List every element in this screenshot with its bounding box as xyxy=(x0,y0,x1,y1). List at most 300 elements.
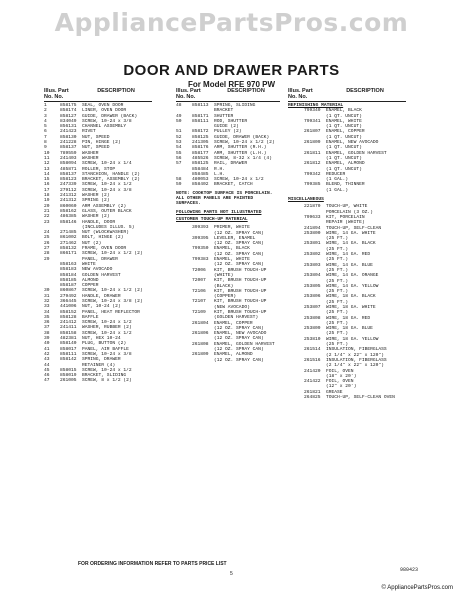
part-description: ENAMEL, GOLDEN HARVEST xyxy=(214,341,275,347)
illus-number: 28 xyxy=(44,251,50,257)
part-description: NUT (WLOCKWASHER) xyxy=(82,230,129,236)
part-number: 858402 xyxy=(192,182,209,188)
part-description: LINER, OVEN DOOR xyxy=(82,108,127,114)
illus-number: 51 xyxy=(176,129,182,135)
illus-number: 25 xyxy=(44,235,50,241)
illus-number: 5 xyxy=(44,124,47,130)
part-number: 858125 xyxy=(192,134,209,140)
part-number: 858185 xyxy=(60,277,77,283)
part-description: PIN, HINGE (2) xyxy=(82,140,121,146)
part-number: 858152 xyxy=(60,309,77,315)
part-number: 858123 xyxy=(60,177,77,183)
part-description: (25 FT.) xyxy=(326,289,349,295)
part-number: 399393 xyxy=(192,225,209,231)
part-number: 261809 xyxy=(192,352,209,358)
part-number: 261811 xyxy=(304,150,321,156)
part-description: WIRE, 14 GA. WHITE xyxy=(326,230,376,236)
part-description: INSULATION, FIBERGLASS xyxy=(326,347,387,353)
part-number: 253802 xyxy=(304,252,321,258)
part-description: SCREW, 10-24 x 3/8 xyxy=(82,351,132,357)
part-description: (GOLDEN HARVEST) xyxy=(214,315,259,321)
part-description: ENAMEL, COPPER xyxy=(326,129,365,135)
part-description: KIT, BRUSH TOUCH-UP xyxy=(214,267,267,273)
part-description: WASHER, RUBBER (2) xyxy=(82,325,132,331)
part-description: GUIDE, DRAWER (BACK) xyxy=(82,113,138,119)
part-description: REPAIR (WHITE) xyxy=(326,220,365,226)
part-number: 261821 xyxy=(304,389,321,395)
part-description: SCREW, 10-24 x 1/2 (2) xyxy=(214,140,275,146)
illus-number: 52 xyxy=(176,134,182,140)
part-description: KIT, BRUSH TOUCH-UP xyxy=(214,288,267,294)
part-description: CHANNEL ASSEMBLY xyxy=(82,124,127,130)
part-description: PANEL, AIR BAFFLE xyxy=(82,346,129,352)
header-no: No. No. xyxy=(44,94,64,100)
illus-number: 6 xyxy=(44,129,47,135)
part-description: BRACKET, SLIDING xyxy=(82,373,127,379)
part-description: WASHER xyxy=(82,150,99,156)
header-ill: Illus. Part xyxy=(288,88,313,94)
part-description: SCREW, 10-24 x 3/8 xyxy=(82,118,132,124)
part-number: 279112 xyxy=(60,187,77,193)
part-number: 486385 xyxy=(60,214,77,220)
column-header xyxy=(44,88,152,100)
part-description: WIRE, 18 GA. BLUE xyxy=(326,326,373,332)
part-description: SCREW, 10-24 x 1/4 xyxy=(82,161,132,167)
part-description: ALMOND xyxy=(82,277,99,283)
part-description: (25 FT.) xyxy=(326,236,349,242)
part-description: GOLDEN HARVEST xyxy=(82,272,121,278)
part-description: (25 FT.) xyxy=(326,299,349,305)
part-description: GUIDE, DRAWER (BACK) xyxy=(214,134,270,140)
part-description: SCREW, 10-24 x 1/2 xyxy=(82,320,132,326)
part-description: (1 GAL.) xyxy=(326,187,349,193)
part-number: 858017 xyxy=(60,346,77,352)
part-number: 860060 xyxy=(60,203,77,209)
section-not-illustrated: FOLLOWING PARTS NOT ILLUSTRATED xyxy=(176,209,262,215)
part-row xyxy=(288,395,406,400)
part-description: SCREW, 8-32 x 1/4 (4) xyxy=(214,155,272,161)
part-number: 866171 xyxy=(60,251,77,257)
part-number: 261804 xyxy=(192,320,209,326)
part-number: 858174 xyxy=(60,108,77,114)
part-description: (1 QT. UNCUT) xyxy=(326,145,362,151)
part-number: 799342 xyxy=(304,171,321,177)
part-row xyxy=(176,182,280,187)
part-number: 441006 xyxy=(60,304,77,310)
illus-number: 19 xyxy=(44,198,50,204)
part-description: (25 FT.) xyxy=(326,310,349,316)
part-number: 253806 xyxy=(304,294,321,300)
illus-number: 16 xyxy=(44,182,50,188)
part-number: 860867 xyxy=(60,288,77,294)
part-description: BLEND, THINNER xyxy=(326,182,365,188)
part-description: FOIL, OVEN xyxy=(326,368,354,374)
header-no: No. No. xyxy=(288,94,308,100)
part-description: BOLT, HINGE (2) xyxy=(82,235,124,241)
part-description: SCREW, 10-24 x 3/8 (2) xyxy=(82,298,143,304)
part-number: 858127 xyxy=(60,113,77,119)
part-description: (25 FT.) xyxy=(326,342,349,348)
part-description: SCREW, 10-24 x 1/2 xyxy=(82,182,132,188)
part-description: ROLLER, STOP xyxy=(82,166,116,172)
part-number: 799350 xyxy=(192,246,209,252)
part-number: 858130 xyxy=(60,134,77,140)
part-description: PORCELAIN (3 OZ.) xyxy=(326,209,373,215)
part-number: 271462 xyxy=(60,240,77,246)
part-description: (12" x 20') xyxy=(326,384,357,390)
part-description: TOUCH-UP, SELF-CLEAN xyxy=(326,225,382,231)
part-number: 253803 xyxy=(304,262,321,268)
part-number: 261807 xyxy=(304,129,321,135)
header-desc: DESCRIPTION xyxy=(346,88,384,94)
illus-number: 1 xyxy=(44,103,47,108)
part-description: (COPPER) xyxy=(214,294,237,300)
illus-number: 8 xyxy=(44,140,47,146)
part-number: 253809 xyxy=(304,326,321,332)
part-row xyxy=(44,378,152,383)
part-description: SPRING, SLIDING xyxy=(214,103,256,108)
illus-number: 40 xyxy=(44,341,50,347)
part-number: 72107 xyxy=(192,299,206,305)
part-description: HANDLE, DRAWER xyxy=(82,293,121,299)
part-description: ENAMEL, BLACK xyxy=(214,246,250,252)
part-number: 264825 xyxy=(304,395,321,401)
part-number: 799383 xyxy=(192,257,209,263)
watermark: AppliancePartsPros.com xyxy=(54,8,409,37)
part-number: 485526 xyxy=(192,155,209,161)
part-description: BAFFLE xyxy=(82,314,99,320)
document-code: 980423 xyxy=(400,567,419,573)
part-number: 789559 xyxy=(60,150,77,156)
illus-number: 59 xyxy=(176,182,182,188)
part-description: WIRE, 18 GA. YELLOW xyxy=(326,336,379,342)
part-description: PULLEY (2) xyxy=(214,129,242,135)
section-refinishing: REFINISHING MATERIAL xyxy=(288,103,344,108)
part-number: 482381 xyxy=(60,336,77,342)
part-description: BRACKET, ASSEMBLY (2) xyxy=(82,177,140,183)
part-description: GLASS, OUTER BLACK xyxy=(82,208,132,214)
part-description: GREASE xyxy=(326,389,343,395)
illus-number: 54 xyxy=(176,145,182,151)
part-description: SCREW, 10-24 x 1/2 xyxy=(82,330,132,336)
surface-note: NOTE: COOKTOP SURFACE IS PORCELAIN. ALL OTHER PANELS ARE PAINTED SURFACES. xyxy=(176,190,273,207)
part-description: WASHER (2) xyxy=(82,214,110,220)
illus-number: 35 xyxy=(44,314,50,320)
header-ill: Illus. Part xyxy=(176,88,201,94)
part-description: ARM, SHUTTER (L.H.) xyxy=(214,150,267,156)
part-description: WASHER xyxy=(82,155,99,161)
part-description: SCREW, 10-24 x 1/2 xyxy=(214,177,264,183)
part-number: 858137 xyxy=(60,145,77,151)
part-number: 858113 xyxy=(192,103,209,108)
illus-number: 33 xyxy=(44,304,50,310)
illus-number: 41 xyxy=(44,346,50,352)
illus-number: 21 xyxy=(44,208,50,214)
part-description: ENAMEL, COPPER xyxy=(214,320,253,326)
illus-number: 36 xyxy=(44,320,50,326)
part-description: (25 FT.) xyxy=(326,267,349,273)
part-number: 241312 xyxy=(60,198,77,204)
illus-number: 10 xyxy=(44,150,50,156)
illus-number: 9 xyxy=(44,145,47,151)
header-no: No. No. xyxy=(176,94,196,100)
illus-number: 30 xyxy=(44,288,50,294)
part-description: ROD, SHUTTER xyxy=(214,118,248,124)
part-number: 261514 xyxy=(304,347,321,353)
part-description: ENAMEL, WHITE xyxy=(326,118,362,124)
part-number: 858172 xyxy=(192,129,209,135)
part-number: 241423 xyxy=(60,129,77,135)
part-number: 261809 xyxy=(304,140,321,146)
part-number: 799385 xyxy=(304,182,321,188)
page-subtitle: For Model RFE 970 PW xyxy=(187,80,276,89)
illus-number: 31 xyxy=(44,293,50,299)
part-number: 858094 xyxy=(60,161,77,167)
part-number: 241228 xyxy=(60,140,77,146)
part-description: (12 OZ. SPRAY CAN) xyxy=(214,251,264,257)
part-description: WIRE, 14 GA. ORANGE xyxy=(326,273,379,279)
part-number: 858177 xyxy=(192,150,209,156)
illus-number: 57 xyxy=(176,161,182,167)
illus-number: 26 xyxy=(44,240,50,246)
part-description: KIT, BRUSH TOUCH-UP xyxy=(214,309,267,315)
part-number xyxy=(304,188,326,193)
part-description: KIT, BRUSH TOUCH-UP xyxy=(214,299,267,305)
part-description: COPPER xyxy=(82,283,99,289)
part-description: (BLACK) xyxy=(214,283,234,289)
parts-column-3 xyxy=(288,88,406,400)
part-description: ENAMEL, BLACK xyxy=(326,108,362,114)
illus-number xyxy=(288,395,304,400)
part-description: BRACKET xyxy=(214,108,234,114)
part-number: 858137 xyxy=(60,171,77,177)
illus-number: 58 xyxy=(176,177,182,183)
part-number: 858485 xyxy=(192,171,209,177)
part-number: 834049 xyxy=(60,118,77,124)
part-description: REDUCER xyxy=(326,171,346,177)
part-description: (25 FT.) xyxy=(326,257,349,263)
part-description: SCREW, 10-24 x 3/8 xyxy=(82,187,132,193)
header-desc: DESCRIPTION xyxy=(227,88,265,94)
illus-number: 56 xyxy=(176,155,182,161)
part-number: 253804 xyxy=(304,273,321,279)
part-description: WIRE, 14 GA. RED xyxy=(326,252,371,258)
illus-number: 43 xyxy=(44,357,50,363)
part-number: 856131 xyxy=(60,124,77,130)
illus-number: 13 xyxy=(44,166,50,172)
illus-number: 42 xyxy=(44,351,50,357)
part-description: SCREW, 10-24 x 1/2 (2) xyxy=(82,288,143,294)
part-description: (12 OZ. SPRAY CAN) xyxy=(214,262,264,268)
part-description: (18" x 20') xyxy=(326,373,357,379)
part-number: 253805 xyxy=(304,283,321,289)
part-number: 261808 xyxy=(192,341,209,347)
part-description: WIRE, 14 GA. BLACK xyxy=(326,241,376,247)
illus-number xyxy=(176,358,192,363)
part-number: 72006 xyxy=(192,267,206,273)
part-number: 241422 xyxy=(304,379,321,385)
parts-column-2 xyxy=(176,88,280,363)
part-description: (2 1/4" x 22" x 120") xyxy=(326,363,384,369)
section-touch-up: CUSTOMER TOUCH-UP MATERIAL xyxy=(176,216,248,222)
part-description: SHUTTER xyxy=(214,113,234,119)
part-description: ENAMEL, WHITE xyxy=(214,257,250,263)
part-number: 858132 xyxy=(60,246,77,252)
part-number: 799633 xyxy=(304,214,321,220)
part-number: 480053 xyxy=(192,177,209,183)
part-number: 253808 xyxy=(304,315,321,321)
part-description: SCREW, 10-24 x 1/2 xyxy=(82,367,132,373)
part-description: (1 QT. UNCUT) xyxy=(326,155,362,161)
part-description: RETAINER (4) xyxy=(82,362,116,368)
part-description: L.H. xyxy=(214,171,226,177)
part-number: 399395 xyxy=(192,235,209,241)
illus-number: 53 xyxy=(176,140,182,146)
part-number: 799340 xyxy=(304,108,321,114)
illus-number: 50 xyxy=(176,118,182,124)
part-description: (NEW AVOCADO) xyxy=(214,304,250,310)
part-number: 253801 xyxy=(304,241,321,247)
part-description: GUIDE (2) xyxy=(214,124,239,130)
part-description: (1 QT. UNCUT) xyxy=(326,134,362,140)
illus-number: 22 xyxy=(44,214,50,220)
part-number: 261806 xyxy=(192,331,209,337)
illus-number: 39 xyxy=(44,336,50,342)
column-header xyxy=(176,88,280,100)
part-number: 241312 xyxy=(60,193,77,199)
illus-number: 12 xyxy=(44,161,50,167)
part-description: (12 OZ. SPRAY CAN) xyxy=(214,347,264,353)
part-number: 485871 xyxy=(60,166,77,172)
part-description: (INCLUDES ILLUS. 5) xyxy=(82,224,135,230)
part-description: RIVET xyxy=(82,129,96,135)
illus-number: 29 xyxy=(44,256,50,262)
part-description: WIRE, 18 GA. WHITE xyxy=(326,304,376,310)
part-description: WHITE xyxy=(82,261,96,267)
part-description: (1 GAL.) xyxy=(326,177,349,183)
part-description: (1 QT. UNCUT) xyxy=(326,113,362,119)
part-number: 858171 xyxy=(192,113,209,119)
part-description: NEW AVOCADO xyxy=(82,267,113,273)
part-number: 261516 xyxy=(304,357,321,363)
part-number: 279492 xyxy=(60,293,77,299)
part-number: 858176 xyxy=(192,145,209,151)
column-header xyxy=(288,88,406,100)
illus-number: 23 xyxy=(44,219,50,225)
illus-number xyxy=(288,188,304,193)
part-description: INSULATION, FIBERGLASS xyxy=(326,357,387,363)
illus-number: 2 xyxy=(44,108,47,114)
part-description: PLUG, BUTTON (2) xyxy=(82,341,127,347)
part-number: 858146 xyxy=(60,219,77,225)
illus-number: 14 xyxy=(44,171,50,177)
part-number: 253810 xyxy=(304,336,321,342)
part-description: SPRING, DRAWER xyxy=(82,357,121,363)
illus-number: 15 xyxy=(44,177,50,183)
part-number: 366445 xyxy=(60,298,77,304)
illus-number: 20 xyxy=(44,203,50,209)
part-number: 858484 xyxy=(192,166,209,172)
part-number: 241412 xyxy=(60,320,77,326)
part-number: 72109 xyxy=(192,309,206,315)
part-number: 858162 xyxy=(60,208,77,214)
part-description: (25 FT.) xyxy=(326,278,349,284)
part-number: 72106 xyxy=(192,288,206,294)
part-description: LEVELER, ENAMEL xyxy=(214,235,256,241)
part-description: WIRE, 18 GA. BLACK xyxy=(326,294,376,300)
illus-number: 7 xyxy=(44,134,47,140)
part-description: NUT (2) xyxy=(82,240,102,246)
part-description: ARM, SHUTTER (R.H.) xyxy=(214,145,267,151)
part-description: ENAMEL, ALMOND xyxy=(214,352,253,358)
part-number: 72007 xyxy=(192,278,206,284)
part-number: 271485 xyxy=(60,230,77,236)
copyright: © AppliancePartsPros.com xyxy=(381,585,453,591)
part-description: NUT, HEX 10-24 xyxy=(82,336,121,342)
part-description: PANEL, DRAWER xyxy=(82,256,118,262)
part-description: NUT, SPEED xyxy=(82,134,110,140)
part-description: SCREW, 10-24 x 1/2 (2) xyxy=(82,251,143,257)
part-description: KIT, BRUSH TOUCH-UP xyxy=(214,278,267,284)
parts-column-1 xyxy=(44,88,152,384)
part-description: TOUCH-UP, SELF-CLEAN OVEN xyxy=(326,395,395,401)
part-number: 858111 xyxy=(60,351,77,357)
illus-number: 27 xyxy=(44,246,50,252)
ordering-info: FOR ORDERING INFORMATION REFER TO PARTS PRICE LIST xyxy=(78,561,227,567)
part-number: 858158 xyxy=(60,330,77,336)
part-description: R.H. xyxy=(214,166,226,172)
illus-number: 24 xyxy=(44,230,50,236)
part-description: WIRE, 14 GA. BLUE xyxy=(326,262,373,268)
part-description: TOUCH-UP, WHITE xyxy=(326,204,368,210)
illus-number: 48 xyxy=(176,103,182,108)
part-description: HANDLE, DOOR xyxy=(82,219,116,225)
illus-number: 37 xyxy=(44,325,50,331)
part-number: 858183 xyxy=(60,267,77,273)
illus-number: 3 xyxy=(44,113,47,119)
part-description: PRIMER, WHITE xyxy=(214,225,250,231)
part-number: 261005 xyxy=(60,378,77,384)
part-description: ENAMEL, NEW AVOCADO xyxy=(214,331,267,337)
illus-number: 55 xyxy=(176,150,182,156)
part-description: NUT, 10-24 (2) xyxy=(82,304,121,310)
illus-number: 4 xyxy=(44,118,47,124)
part-number: 858111 xyxy=(192,118,209,124)
part-number: 858128 xyxy=(60,314,77,320)
part-description: (12 OZ. SPRAY CAN) xyxy=(214,230,264,236)
part-number: 858125 xyxy=(192,161,209,167)
illus-number: 11 xyxy=(44,155,50,161)
part-number: 861002 xyxy=(60,235,77,241)
illus-number: 45 xyxy=(44,367,50,373)
part-description: WIRE, 14 GA. YELLOW xyxy=(326,283,379,289)
header-desc: DESCRIPTION xyxy=(97,88,135,94)
part-description: STANCHION, HANDLE (2) xyxy=(82,171,140,177)
part-description: ENAMEL, GOLDEN HARVEST xyxy=(326,150,387,156)
illus-number: 17 xyxy=(44,187,50,193)
part-number: 241305 xyxy=(192,140,209,146)
part-description: NUT, SPEED xyxy=(82,145,110,151)
part-number: 253800 xyxy=(304,230,321,236)
illus-number: 47 xyxy=(44,378,50,384)
part-description: (12 OZ. SPRAY CAN) xyxy=(214,241,264,247)
part-number: 858142 xyxy=(60,357,77,363)
section-miscellaneous: MISCELLANEOUS xyxy=(288,197,324,203)
header-ill: Illus. Part xyxy=(44,88,69,94)
page-title: DOOR AND DRAWER PARTS xyxy=(123,62,340,79)
part-description: ARM ASSEMBLY (2) xyxy=(82,203,127,209)
part-number: 247339 xyxy=(60,182,77,188)
